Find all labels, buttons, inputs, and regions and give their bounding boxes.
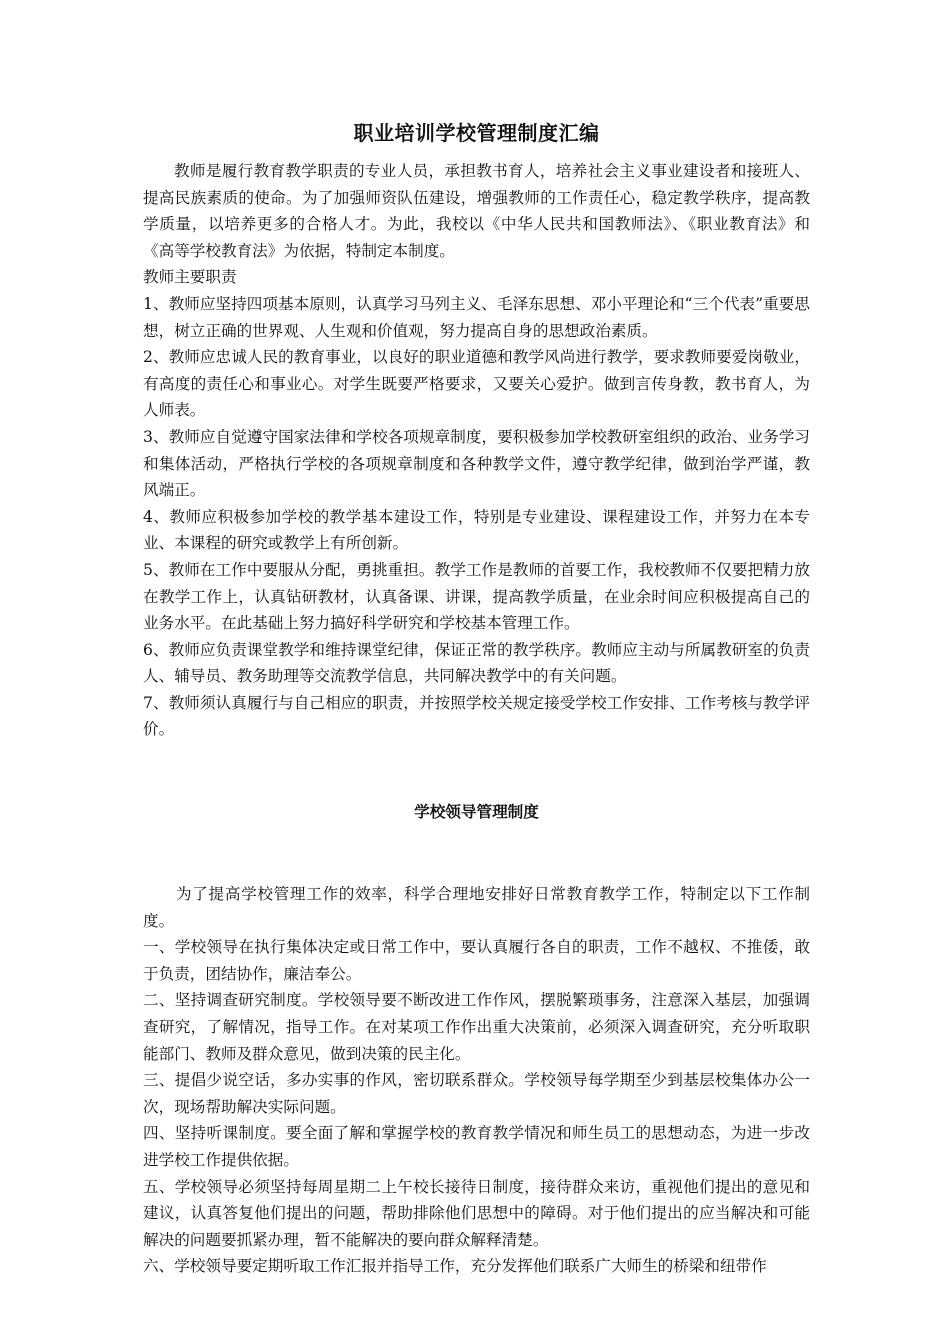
- intro-paragraph: 教师是履行教育教学职责的专业人员，承担教书育人，培养社会主义事业建设者和接班人、提高民族素质的使命。为了加强师资队伍建设，增强教师的工作责任心，稳定教学秩序，提高教学质量，以培养更多的合格人才。为此，我校以《中华人民共和国教师法》、《职业教育法》和《高等学校教育法》为依据，特制定本制度。: [143, 162, 810, 260]
- section-title: 学校领导管理制度: [414, 802, 539, 822]
- teacher-duties-heading: 教师主要职责: [143, 268, 237, 287]
- teacher-duty-item: 5、教师在工作中要服从分配，勇挑重担。教学工作是教师的首要工作，我校教师不仅要把精力放在教学工作上，认真钻研教材，认真备课、讲课，提高教学质量，在业余时间应积极提高自己的业务水平。在此基础上努力搞好科学研究和学校基本管理工作。: [143, 560, 810, 633]
- teacher-duty-item: 7、教师须认真履行与自己相应的职责，并按照学校关规定接受学校工作安排、工作考核与教学评价。: [143, 693, 810, 739]
- rule-item: 二、坚持调查研究制度。学校领导要不断改进工作作风，摆脱繁琐事务，注意深入基层，加强调查研究，了解情况，指导工作。在对某项工作作出重大决策前，必须深入调查研究，充分听取职能部门、教师及群众意见，做到决策的民主化。: [143, 991, 810, 1063]
- teacher-duty-item: 4、教师应积极参加学校的教学基本建设工作，特别是专业建设、课程建设工作，并努力在本专业、本课程的研究或教学上有所创新。: [143, 507, 810, 553]
- rule-item: 三、提倡少说空话，多办实事的作风，密切联系群众。学校领导每学期至少到基层校集体办公一次，现场帮助解决实际问题。: [143, 1071, 810, 1116]
- teacher-duty-item: 3、教师应自觉遵守国家法律和学校各项规章制度，要积极参加学校教研室组织的政治、业务学习和集体活动，严格执行学校的各项规章制度和各种教学文件，遵守教学纪律，做到治学严谨，教风端正。: [143, 427, 810, 500]
- teacher-duty-item: 1、教师应坚持四项基本原则，认真学习马列主义、毛泽东思想、邓小平理论和“三个代表”重要思想，树立正确的世界观、人生观和价值观，努力提高自身的思想政治素质。: [143, 294, 810, 340]
- rule-item: 一、学校领导在执行集体决定或日常工作中，要认真履行各自的职责，工作不越权、不推倭，敢于负责，团结协作，廉洁奉公。: [143, 938, 810, 983]
- document-title: 职业培训学校管理制度汇编: [353, 121, 600, 145]
- rule-item: 六、学校领导要定期听取工作汇报并指导工作，充分发挥他们联系广大师生的桥梁和纽带作: [143, 1257, 767, 1276]
- section-intro-paragraph: 为了提高学校管理工作的效率，科学合理地安排好日常教育教学工作，特制定以下工作制度。: [143, 885, 810, 930]
- teacher-duty-item: 2、教师应忠诚人民的教育事业，以良好的职业道德和教学风尚进行教学，要求教师要爱岗敬业，有高度的责任心和事业心。对学生既要严格要求，又要关心爱护。做到言传身教，教书育人，为人师表。: [143, 348, 810, 420]
- rule-item: 五、学校领导必须坚持每周星期二上午校长接待日制度，接待群众来访，重视他们提出的意见和建议，认真答复他们提出的问题，帮助排除他们思想中的障碍。对于他们提出的应当解决和可能解决的问题要抓紧办理，暂不能解决的要向群众解释清楚。: [143, 1177, 810, 1249]
- rule-item: 四、坚持听课制度。要全面了解和掌握学校的教育教学情况和师生员工的思想动态，为进一步改进学校工作提供依据。: [143, 1124, 810, 1169]
- teacher-duty-item: 6、教师应负责课堂教学和维持课堂纪律，保证正常的教学秩序。教师应主动与所属教研室的负责人、辅导员、教务助理等交流教学信息，共同解决教学中的有关问题。: [143, 640, 810, 686]
